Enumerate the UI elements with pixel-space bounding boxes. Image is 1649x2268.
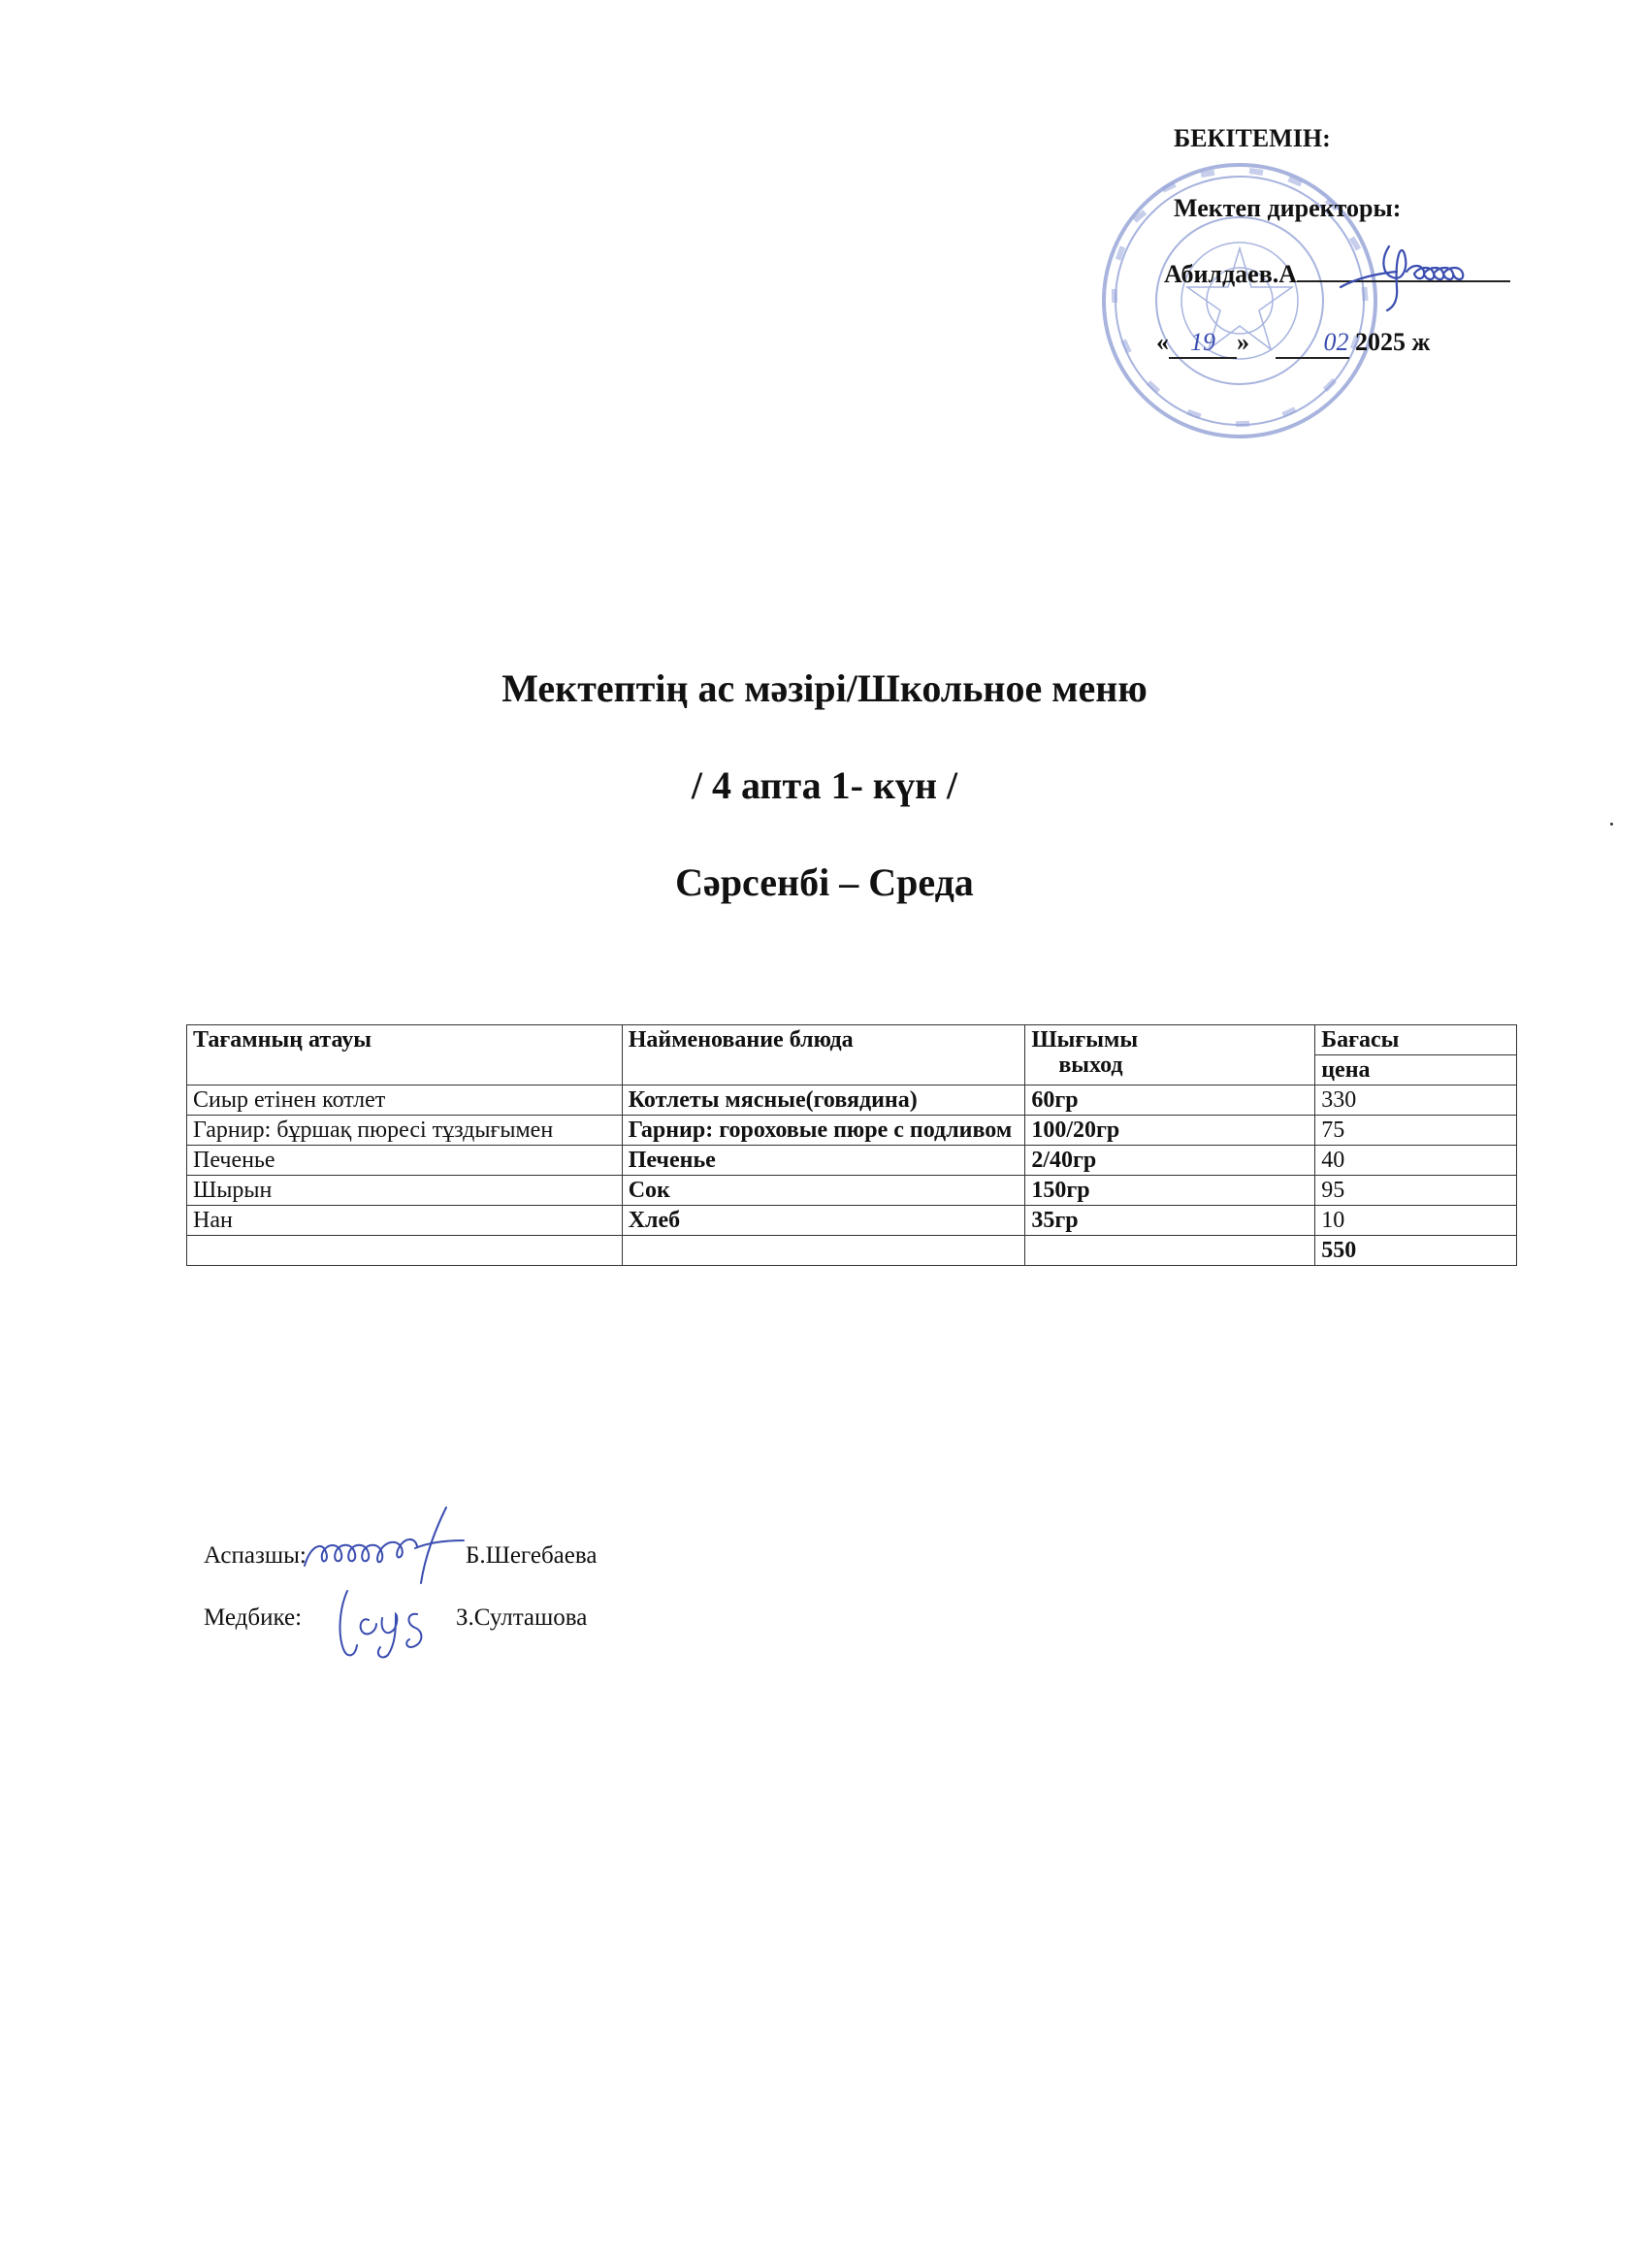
table-row <box>187 1146 1517 1176</box>
menu-rows <box>187 1085 1517 1236</box>
header-output <box>1025 1025 1315 1085</box>
row-name-kz: Нан <box>187 1206 623 1236</box>
row-name-kz: Сиыр етінен котлет <box>187 1085 623 1116</box>
header-output-kz: Шығымы <box>1031 1027 1139 1053</box>
medic-role: Медбике: <box>204 1604 303 1631</box>
row-name-kz: Шырын <box>187 1176 623 1206</box>
approval-heading: БЕКІТЕМІН: <box>1174 124 1331 152</box>
header-name-kz: Тағамның атауы <box>187 1025 623 1085</box>
row-output: 100/20гр <box>1025 1116 1315 1146</box>
medic-signature <box>330 1585 456 1663</box>
total-empty-2 <box>622 1236 1025 1266</box>
menu-weekday-name: Сәрсенбі – Среда <box>675 860 974 904</box>
table-row <box>187 1176 1517 1206</box>
row-name-ru: Печенье <box>622 1146 1025 1176</box>
total-empty-3 <box>1025 1236 1315 1266</box>
table-row <box>187 1085 1517 1116</box>
row-output: 2/40гр <box>1025 1146 1315 1176</box>
row-name-ru: Гарнир: гороховые пюре с подливом <box>622 1116 1025 1146</box>
header-name-ru: Найменование блюда <box>622 1025 1025 1085</box>
director-signature <box>1339 229 1484 316</box>
table-header-row <box>187 1025 1517 1055</box>
approval-date <box>1156 328 1430 359</box>
table-total-row <box>187 1236 1517 1266</box>
date-month: 02 <box>1323 328 1349 356</box>
row-price: 10 <box>1315 1206 1517 1236</box>
medic-name: З.Султашова <box>456 1604 588 1631</box>
director-name: Абилдаев.А <box>1164 260 1298 288</box>
row-output: 60гр <box>1025 1085 1315 1116</box>
row-price: 330 <box>1315 1085 1517 1116</box>
row-price: 75 <box>1315 1116 1517 1146</box>
menu-week-day: / 4 апта 1- күн / <box>691 763 958 807</box>
row-price: 95 <box>1315 1176 1517 1206</box>
table-row <box>187 1206 1517 1236</box>
cook-signature <box>301 1498 495 1585</box>
header-price-kz: Бағасы <box>1315 1025 1517 1055</box>
header-price-ru: цена <box>1315 1055 1517 1085</box>
row-name-ru: Котлеты мясные(говядина) <box>622 1085 1025 1116</box>
row-price: 40 <box>1315 1146 1517 1176</box>
date-month-line <box>1276 328 1349 359</box>
cook-name: Б.Шегебаева <box>466 1542 598 1569</box>
date-day: 19 <box>1190 328 1215 356</box>
row-name-ru: Сок <box>622 1176 1025 1206</box>
date-year: 2025 ж <box>1355 328 1431 356</box>
row-output: 150гр <box>1025 1176 1315 1206</box>
row-name-ru: Хлеб <box>622 1206 1025 1236</box>
stray-dot <box>1610 823 1613 826</box>
total-price: 550 <box>1315 1236 1517 1266</box>
date-close-quote: » <box>1237 328 1249 356</box>
date-day-line <box>1169 328 1237 359</box>
cook-role: Аспазшы: <box>204 1542 307 1569</box>
table-row <box>187 1116 1517 1146</box>
row-name-kz: Печенье <box>187 1146 623 1176</box>
director-position: Мектеп директоры: <box>1174 194 1402 222</box>
date-open-quote: « <box>1156 328 1169 356</box>
row-output: 35гр <box>1025 1206 1315 1236</box>
menu-title-block <box>0 660 1649 912</box>
menu-title: Мектептің ас мәзірі/Школьное меню <box>501 666 1148 710</box>
menu-table <box>186 1024 1517 1266</box>
row-name-kz: Гарнир: бұршақ пюресі тұздығымен <box>187 1116 623 1146</box>
header-output-ru: выход <box>1058 1053 1123 1078</box>
total-empty-1 <box>187 1236 623 1266</box>
